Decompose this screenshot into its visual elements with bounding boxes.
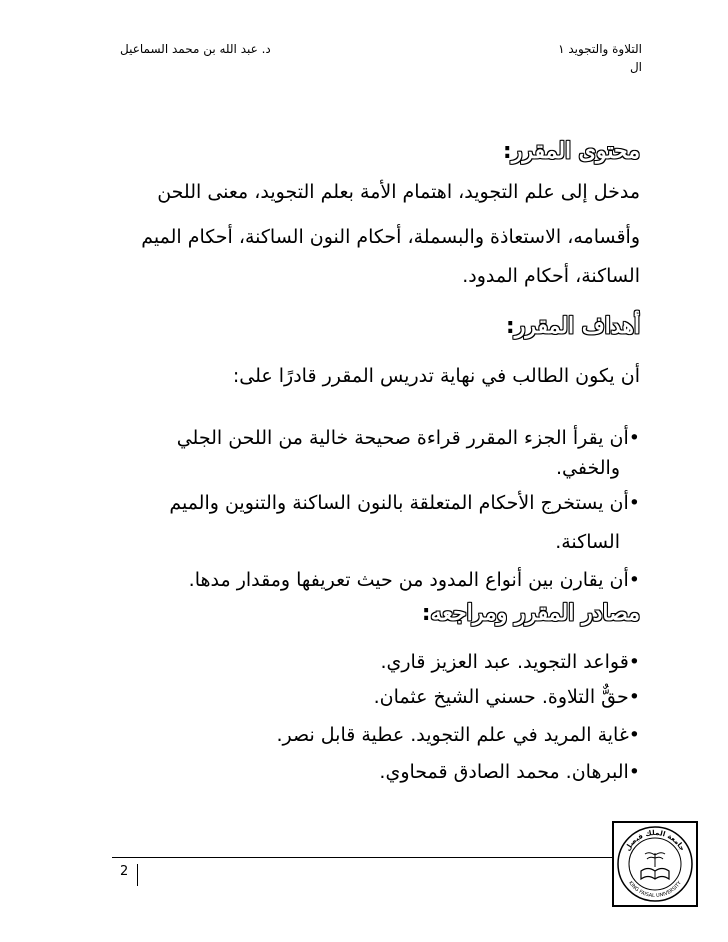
- logo-text-top: جامعة الملك فيصل: [623, 828, 687, 853]
- university-logo: [612, 821, 698, 907]
- bullet-icon: •: [628, 569, 640, 591]
- logo-text-bottom: KING FAISAL UNIVERSITY: [627, 880, 683, 900]
- header-course-title-line1: التلاوة والتجويد ١: [558, 42, 642, 56]
- source-item-4-text: البرهان. محمد الصادق قمحاوي.: [379, 761, 629, 783]
- objective-item-1: [177, 423, 640, 453]
- sources-section-colon: :: [421, 601, 431, 626]
- objectives-section-title-text: أهداف المقرر: [514, 313, 640, 339]
- header-course-title-line2: ال: [629, 60, 642, 74]
- objective-item-2: [169, 488, 640, 518]
- bullet-icon: •: [628, 761, 640, 783]
- bullet-icon: •: [628, 686, 640, 708]
- source-item-3-text: غاية المريد في علم التجويد. عطية قابل نصر.: [276, 724, 629, 746]
- source-item-3: [276, 720, 640, 750]
- bullet-icon: •: [628, 492, 640, 514]
- content-line-3: الساكنة، أحكام المدود.: [462, 265, 640, 287]
- content-line-2: وأقسامه، الاستعاذة والبسملة، أحكام النون الساكنة، أحكام الميم: [141, 226, 640, 248]
- footer-divider: [112, 857, 692, 858]
- content-section-title: [503, 138, 640, 164]
- source-item-2: [374, 682, 640, 712]
- objective-item-1-cont: والخفي.: [556, 457, 620, 479]
- page-number-divider: [137, 864, 138, 886]
- objective-item-3-line1: أن يقارن بين أنواع المدود من حيث تعريفها ومقدار مدها.: [188, 569, 629, 591]
- sources-section-title-text: مصادر المقرر ومراجعه: [430, 600, 640, 626]
- header-course-title: [558, 40, 642, 76]
- sources-section-title: [422, 600, 640, 626]
- objectives-section-colon: :: [505, 314, 515, 339]
- university-seal-icon: [614, 823, 696, 905]
- source-item-2-text: حقٌّ التلاوة. حسني الشيخ عثمان.: [373, 686, 629, 708]
- objectives-section-title: [506, 313, 640, 339]
- header-author: د. عبد الله بن محمد السماعيل: [120, 42, 271, 56]
- source-item-4: [379, 757, 640, 787]
- bullet-icon: •: [628, 651, 640, 673]
- bullet-icon: •: [628, 724, 640, 746]
- objective-item-2-cont: الساكنة.: [555, 531, 620, 553]
- objective-item-1-line1: أن يقرأ الجزء المقرر قراءة صحيحة خالية من اللحن الجلي: [176, 427, 629, 449]
- page-number: 2: [120, 864, 129, 879]
- content-section-title-text: محتوى المقرر: [511, 138, 640, 164]
- objective-item-2-line1: أن يستخرج الأحكام المتعلقة بالنون الساكنة والتنوين والميم: [169, 492, 629, 514]
- source-item-1: [380, 647, 640, 677]
- source-item-1-text: قواعد التجويد. عبد العزيز قاري.: [380, 651, 629, 673]
- svg-text:جامعة الملك فيصل: [624, 829, 687, 853]
- content-line-1: مدخل إلى علم التجويد، اهتمام الأمة بعلم التجويد، معنى اللحن: [157, 181, 640, 203]
- content-section-colon: :: [502, 139, 512, 164]
- objectives-intro: أن يكون الطالب في نهاية تدريس المقرر قادرًا على:: [232, 365, 640, 387]
- objective-item-3: [189, 565, 640, 595]
- bullet-icon: •: [628, 427, 640, 449]
